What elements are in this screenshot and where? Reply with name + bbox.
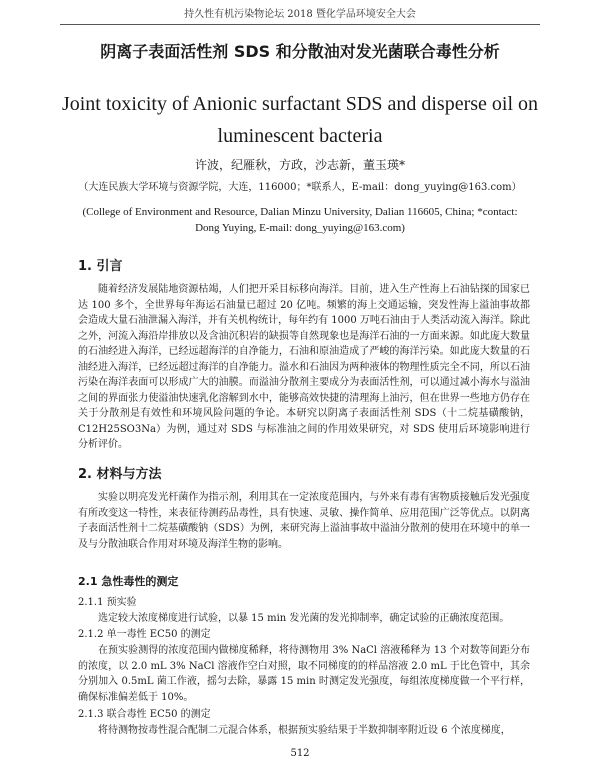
affiliation-english: (College of Environment and Resource, Dalian Minzu University, Dalian 116605, China; *contact: Dong Yuying, E-mail: dong_yuying@163.com) — [82, 206, 518, 234]
author-list: 许波，纪雁秋，方政，沙志新，董玉瑛* — [194, 158, 405, 172]
preliminary-paragraph: 选定较大浓度梯度进行试验，以暴 15 min 发光菌的发光抑制率，确定试验的正确浓度范围。 — [98, 613, 510, 624]
section-heading-methods: 2. 材料与方法 — [78, 467, 162, 482]
header-rule — [60, 24, 540, 25]
subsubsection-heading-joint-toxicity: 2.1.3 联合毒性 EC50 的测定 — [78, 709, 211, 720]
subsubsection-heading-preliminary: 2.1.1 预实验 — [78, 597, 137, 608]
methods-paragraph: 实验以明亮发光杆菌作为指示剂，利用其在一定浓度范围内，与外来有毒有害物质接触后发光强度有所改变这一特性，来表征待测药品毒性，具有快速、灵敏、操作简单、应用范围广泛等优点。以阴离子表面活性剂十二烷基磺酸钠（SDS）为例，来研究海上溢油事故中溢油分散剂的使用在环境中的单一及与分散油联合作用对环境及海洋生物的影响。 — [78, 492, 530, 550]
joint-toxicity-paragraph: 将待测物按毒性混合配制二元混合体系，根据预实验结果于半数抑制率附近设 6 个浓度梯度， — [98, 725, 511, 736]
title-english: Joint toxicity of Anionic surfactant SDS and disperse oil on luminescent bacteria — [61, 93, 539, 147]
affiliation-chinese: （大连民族大学环境与资源学院，大连，116000；*联系人，E-mail：dong_yuying@163.com） — [78, 182, 522, 193]
subsection-heading-acute-toxicity: 2.1 急性毒性的测定 — [78, 575, 179, 588]
section-heading-introduction: 1. 引言 — [78, 259, 123, 274]
page-number: 512 — [290, 748, 310, 759]
single-toxicity-paragraph: 在预实验测得的浓度范围内做梯度稀释，将待测物用 3% NaCl 溶液稀释为 13 个对数等间距分布的浓度，以 2.0 mL 3% NaCl 溶液作空白对照，取不同梯度的的样品溶液 2.0 mL 于比色管中，其余分别加入 0.5mL 菌工作液，摇匀去除，暴露 15 min 时测定发光强度，每组浓度梯度做一个平行样，确保标准偏差低于 10%。 — [78, 645, 530, 703]
title-chinese: 阴离子表面活性剂 SDS 和分散油对发光菌联合毒性分析 — [100, 42, 500, 61]
introduction-paragraph: 随着经济发展陆地资源枯竭，人们把开采目标移向海洋。目前，进入生产性海上石油钻探的国家已达 100 多个，全世界每年海运石油量已超过 20 亿吨。频繁的海上交通运输，突发性海上溢油事故都会造成大量石油泄漏入海洋，并有关机构统计，每年约有 1000 万吨石油由于人类活动流入海洋。除此之外，河流入海沿岸排放以及含油沉积岩的缺损等自然现象也是海洋石油的一方面来源。如此庞大数量的石油经进入海洋，已经远超海洋的自净能力，石油和原油造成了严峻的海洋污染。如此庞大数量的石油经进入海洋，已经远超过海洋的自净能力。溢水和石油因为两种液体的物理性质完全不同，所以石油污染在海洋表面可以形成广大的油膜。而溢油分散剂主要成分为表面活性剂，可以通过减小海水与溢油之间的界面张力使溢油快速乳化溶解到水中，能够高效快捷的清理海上油污，但在世界一些地方仍存在关于分散剂是有效性和环境风险问题的争论。本研究以阴离子表面活性剂 SDS（十二烷基磺酸钠，C12H25SO3Na）为例，通过对 SDS 与标准油之间的作用效果研究，对 SDS 使用后环境影响进行分析评价。 — [78, 284, 530, 450]
subsubsection-heading-single-toxicity: 2.1.2 单一毒性 EC50 的测定 — [78, 629, 211, 640]
running-header: 持久性有机污染物论坛 2018 暨化学品环境安全大会 — [184, 9, 416, 20]
